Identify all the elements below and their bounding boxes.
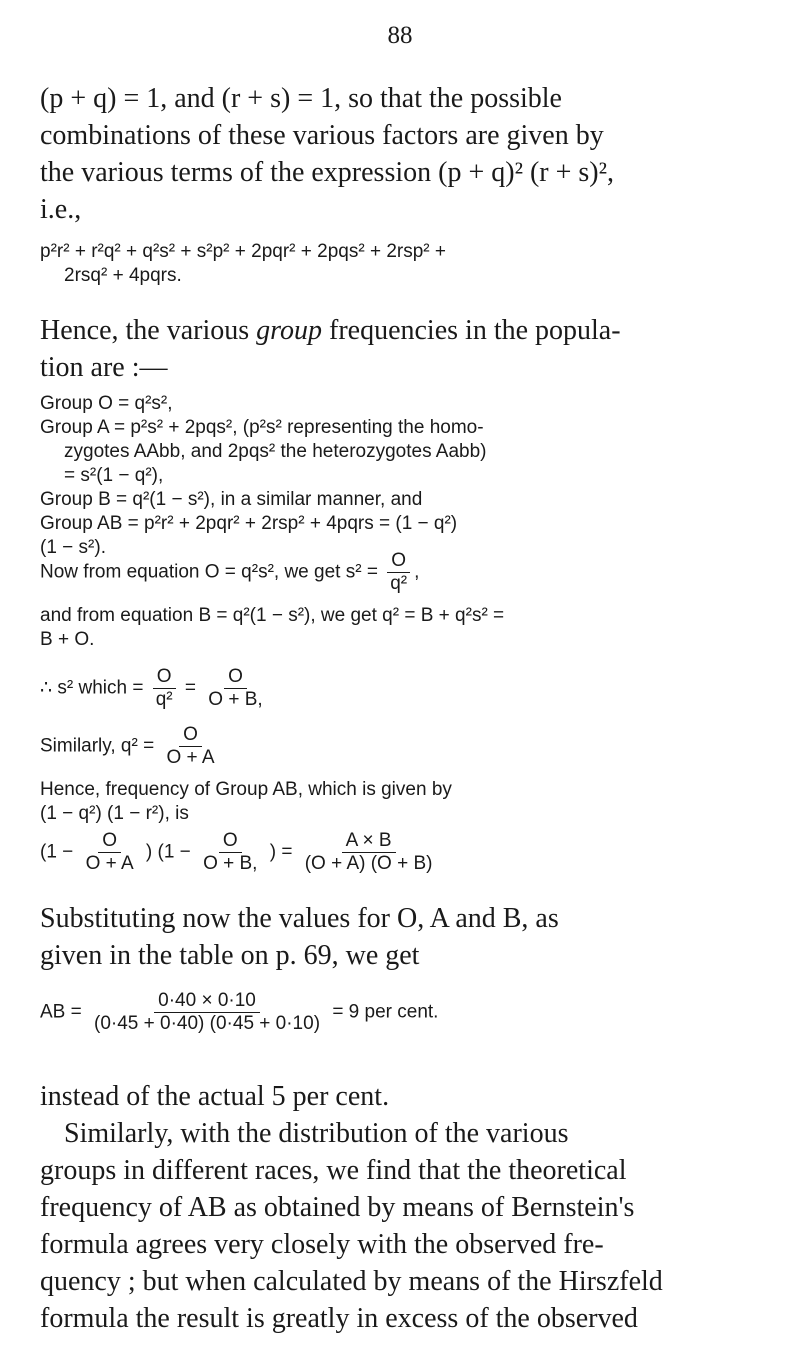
numerator: O — [224, 666, 247, 689]
text-line: i.e., — [40, 194, 82, 225]
emphasis-group: group — [256, 315, 322, 346]
text-line: groups in different races, we find that the theoretical — [40, 1155, 627, 1186]
group-a-line: zygotes AAbb, and 2pqs² the heterozygotes Aabb) — [64, 441, 487, 462]
equals-sign: = — [281, 841, 293, 863]
equals-sign: = — [184, 677, 196, 699]
numerator: O — [153, 666, 176, 689]
denominator: q² — [155, 689, 173, 710]
fraction-o-over-o-plus-a — [162, 724, 218, 769]
text-span: Hence, the various — [40, 315, 257, 346]
text-line: given in the table on p. 69, we get — [40, 940, 420, 971]
text-line — [40, 312, 768, 349]
fraction-o-over-o-plus-b — [199, 830, 261, 875]
text-span: (1 − — [40, 841, 79, 863]
text-line: (1 − q²) (1 − r²), is — [40, 803, 189, 824]
expansion-expression — [40, 240, 780, 288]
denominator: q² — [390, 573, 408, 594]
denominator: (O + A) (O + B) — [304, 853, 433, 874]
text-line: Similarly, with the distribution of the various — [64, 1118, 569, 1149]
paragraph-intro — [40, 80, 768, 228]
text-line: quency ; but when calculated by means of the Hirszfeld — [40, 1266, 663, 1297]
denominator: O + A — [166, 747, 215, 768]
text-line: Substituting now the values for O, A and B, as — [40, 903, 559, 934]
paragraph-substituting — [40, 900, 768, 974]
group-a-line: = s²(1 − q²), — [64, 465, 164, 486]
equation-therefore — [40, 666, 270, 711]
text-line: frequency of AB as obtained by means of Bernstein's — [40, 1192, 635, 1223]
paragraph-conclusion — [40, 1078, 768, 1337]
numerator: O — [387, 550, 410, 573]
text-line: instead of the actual 5 per cent. — [40, 1081, 390, 1112]
text-span: ) — [269, 841, 277, 863]
hence-frequency — [40, 778, 780, 826]
fraction-o-over-o-plus-a — [82, 830, 138, 875]
text-line: Hence, frequency of Group AB, which is given by — [40, 779, 452, 800]
denominator: O + A — [85, 853, 134, 874]
fraction-o-over-o-plus-b — [204, 666, 266, 711]
text-span: Similarly, q² = — [40, 735, 160, 757]
numerator: A × B — [342, 830, 396, 853]
text-line: formula the result is greatly in excess of the observed — [40, 1303, 638, 1334]
text-span: , — [414, 561, 420, 583]
denominator: O + B, — [208, 689, 263, 710]
fraction-a-times-b — [301, 830, 437, 875]
equation-line: and from equation B = q²(1 − s²), we get q² = B + q²s² = — [40, 605, 505, 626]
group-ab-line: Group AB = p²r² + 2pqr² + 2rsp² + 4pqrs = (1 − q²) — [40, 513, 458, 534]
equation-line: B + O. — [40, 629, 95, 650]
fraction-o-over-q2 — [386, 550, 411, 595]
page-number: 88 — [387, 22, 413, 49]
equation-product — [40, 830, 439, 875]
group-ab-line: (1 − s²). — [40, 537, 106, 558]
text-line: (p + q) = 1, and (r + s) = 1, so that the possible — [40, 83, 562, 114]
numerator: 0·40 × 0·10 — [154, 990, 260, 1013]
fraction-o-over-q2 — [152, 666, 177, 711]
denominator: (0·45 + 0·40) (0·45 + 0·10) — [94, 1013, 321, 1034]
group-b-line: Group B = q²(1 − s²), in a similar manner, and — [40, 489, 423, 510]
numerator: O — [219, 830, 242, 853]
text-span: Now from equation O = q²s², we get s² = — [40, 561, 384, 583]
text-span: frequencies in the popula- — [322, 315, 621, 346]
text-span: ∴ s² which = — [40, 677, 149, 699]
text-line: tion are :— — [40, 352, 168, 383]
equation-from-b — [40, 604, 780, 652]
text-line: combinations of these various factors are given by — [40, 120, 604, 151]
numerator: O — [98, 830, 121, 853]
group-a-line: Group A = p²s² + 2pqs², (p²s² representing the homo- — [40, 417, 484, 438]
text-span: ) (1 − — [145, 841, 197, 863]
denominator: O + B, — [203, 853, 258, 874]
fraction-ab-calculation — [90, 990, 324, 1035]
equation-line: 2rsq² + 4pqrs. — [64, 265, 182, 286]
paragraph-group-frequencies — [40, 312, 768, 386]
text-line: the various terms of the expression (p + q)² (r + s)², — [40, 157, 615, 188]
numerator: O — [179, 724, 202, 747]
group-o-line: Group O = q²s², — [40, 393, 173, 414]
equation-ab-result — [40, 990, 438, 1035]
equation-similarly — [40, 724, 222, 769]
equation-now — [40, 550, 419, 595]
group-definitions — [40, 392, 780, 560]
text-span: AB = — [40, 1001, 82, 1023]
result-text: = 9 per cent. — [332, 1001, 439, 1023]
text-line: formula agrees very closely with the observed fre- — [40, 1229, 604, 1260]
equation-line: p²r² + r²q² + q²s² + s²p² + 2pqr² + 2pqs² + 2rsp² + — [40, 241, 447, 262]
